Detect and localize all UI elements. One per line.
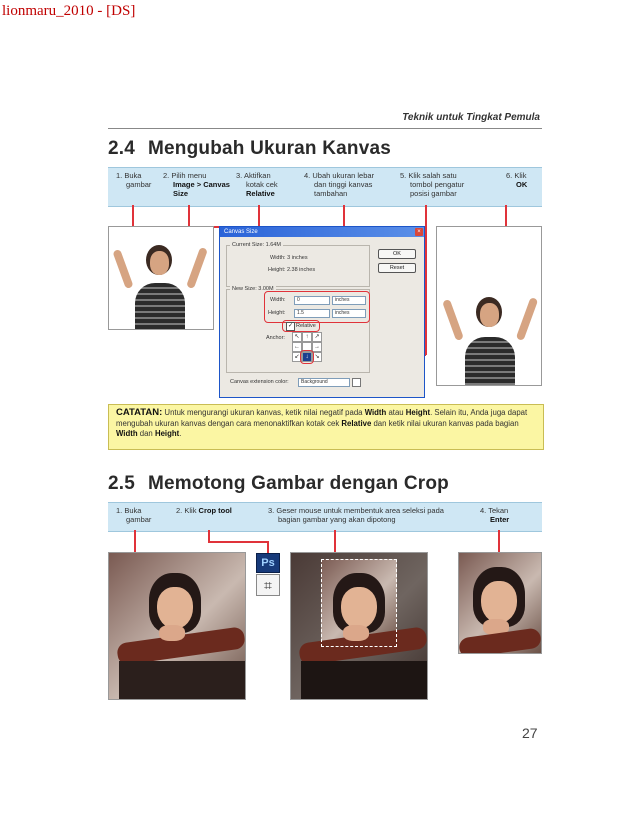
anchor-top-right[interactable]: ↗: [312, 332, 322, 342]
step-5: 5. Klik salah satu tombol pengatur posisi gambar: [400, 171, 465, 198]
photo-original-man: [108, 226, 214, 330]
canvas-size-dialog: [219, 226, 425, 398]
section-title-2-5: [108, 473, 449, 495]
step-2: 2. Pilih menu Image > Canvas Size: [163, 171, 230, 198]
note-text: CATATAN: Untuk mengurangi ukuran kanvas, ketik nilai negatif pada Width atau Height. Selain itu, Anda juga dapat mengubah ukuran kanvas dengan cara menonaktifkan kotak cek Relative dan ketik nilai ukuran kanvas pada bagian Width dan Height.: [116, 407, 528, 438]
connector-step-5: [425, 205, 427, 355]
width-label: Width:: [270, 297, 286, 303]
section-number: 2.4: [108, 138, 136, 159]
crop-tool-icon[interactable]: ⌗: [256, 574, 280, 596]
current-height: Height: 2.38 inches: [268, 267, 316, 273]
new-size-label: New Size: 3.00M: [232, 286, 274, 292]
width-input[interactable]: 0: [294, 296, 330, 305]
section-number: 2.5: [108, 473, 136, 494]
step-2: 2. Klik Crop tool: [176, 506, 232, 515]
step-1: 1. Buka gambar: [116, 171, 152, 189]
section-heading: Memotong Gambar dengan Crop: [148, 473, 449, 494]
relative-label: Relative: [296, 323, 316, 329]
anchor-right[interactable]: →: [314, 344, 320, 350]
photo-crop-selection: [290, 552, 428, 700]
crop-selection-marquee[interactable]: [321, 559, 397, 647]
relative-checkbox[interactable]: ✓: [287, 323, 294, 329]
step-3: 3. Geser mouse untuk membentuk area seleksi pada bagian gambar yang akan dipotong: [268, 506, 444, 524]
current-size-label: Current Size: 1.64M: [232, 242, 281, 248]
step-4: 4. Tekan Enter: [480, 506, 510, 524]
highlight-size-fields: [264, 291, 370, 323]
running-header: Teknik untuk Tingkat Pemula: [402, 112, 540, 123]
note-label: CATATAN:: [116, 407, 163, 418]
width-unit-select[interactable]: inches: [332, 296, 366, 305]
highlight-relative: [282, 320, 320, 332]
steps-bar-2-5: [108, 502, 542, 532]
photo-result-man: [436, 226, 542, 386]
note-box: [108, 404, 544, 450]
extension-color-label: Canvas extension color:: [230, 379, 289, 385]
extension-color-swatch[interactable]: [352, 378, 361, 387]
anchor-bottom-right[interactable]: ↘: [312, 352, 322, 362]
step-1: 1. Buka gambar: [116, 506, 152, 524]
section-heading: Mengubah Ukuran Kanvas: [148, 138, 392, 159]
anchor-top-left[interactable]: ↖: [292, 332, 302, 342]
step-4: 4. Ubah ukuran lebar dan tinggi kanvas tambahan: [304, 171, 375, 198]
photo-original-girl: [108, 552, 246, 700]
connector-step-2: [188, 205, 190, 227]
anchor-label: Anchor:: [266, 335, 285, 341]
step-6: 6. Klik OK: [506, 171, 528, 189]
watermark: lionmaru_2010 - [DS]: [2, 3, 136, 19]
reset-button[interactable]: Reset: [378, 263, 416, 273]
current-width: Width: 3 inches: [270, 255, 308, 261]
connector-step-2-h: [208, 541, 268, 543]
photo-cropped-result: [458, 552, 542, 654]
photoshop-icon: Ps: [256, 553, 280, 573]
height-unit-select[interactable]: inches: [332, 309, 366, 318]
step-3: 3. Aktifkan kotak cek Relative: [236, 171, 278, 198]
header-rule: [108, 128, 542, 129]
close-icon[interactable]: ×: [415, 228, 423, 236]
anchor-top[interactable]: ↑: [302, 332, 312, 342]
dialog-titlebar: Canvas Size: [220, 227, 424, 237]
page-number: 27: [522, 725, 538, 741]
section-title-2-4: [108, 138, 391, 160]
anchor-bottom-left[interactable]: ↙: [292, 352, 302, 362]
height-input[interactable]: 1.5: [294, 309, 330, 318]
anchor-left[interactable]: ←: [294, 344, 300, 350]
current-size-group: [226, 245, 370, 287]
height-label: Height:: [268, 310, 286, 316]
connector-step-2-v: [267, 541, 269, 553]
ok-button[interactable]: OK: [378, 249, 416, 259]
anchor-bottom[interactable]: ↓: [302, 352, 312, 362]
extension-color-select[interactable]: Background: [298, 378, 350, 387]
steps-bar-2-4: [108, 167, 542, 207]
highlight-anchor: [300, 350, 314, 364]
